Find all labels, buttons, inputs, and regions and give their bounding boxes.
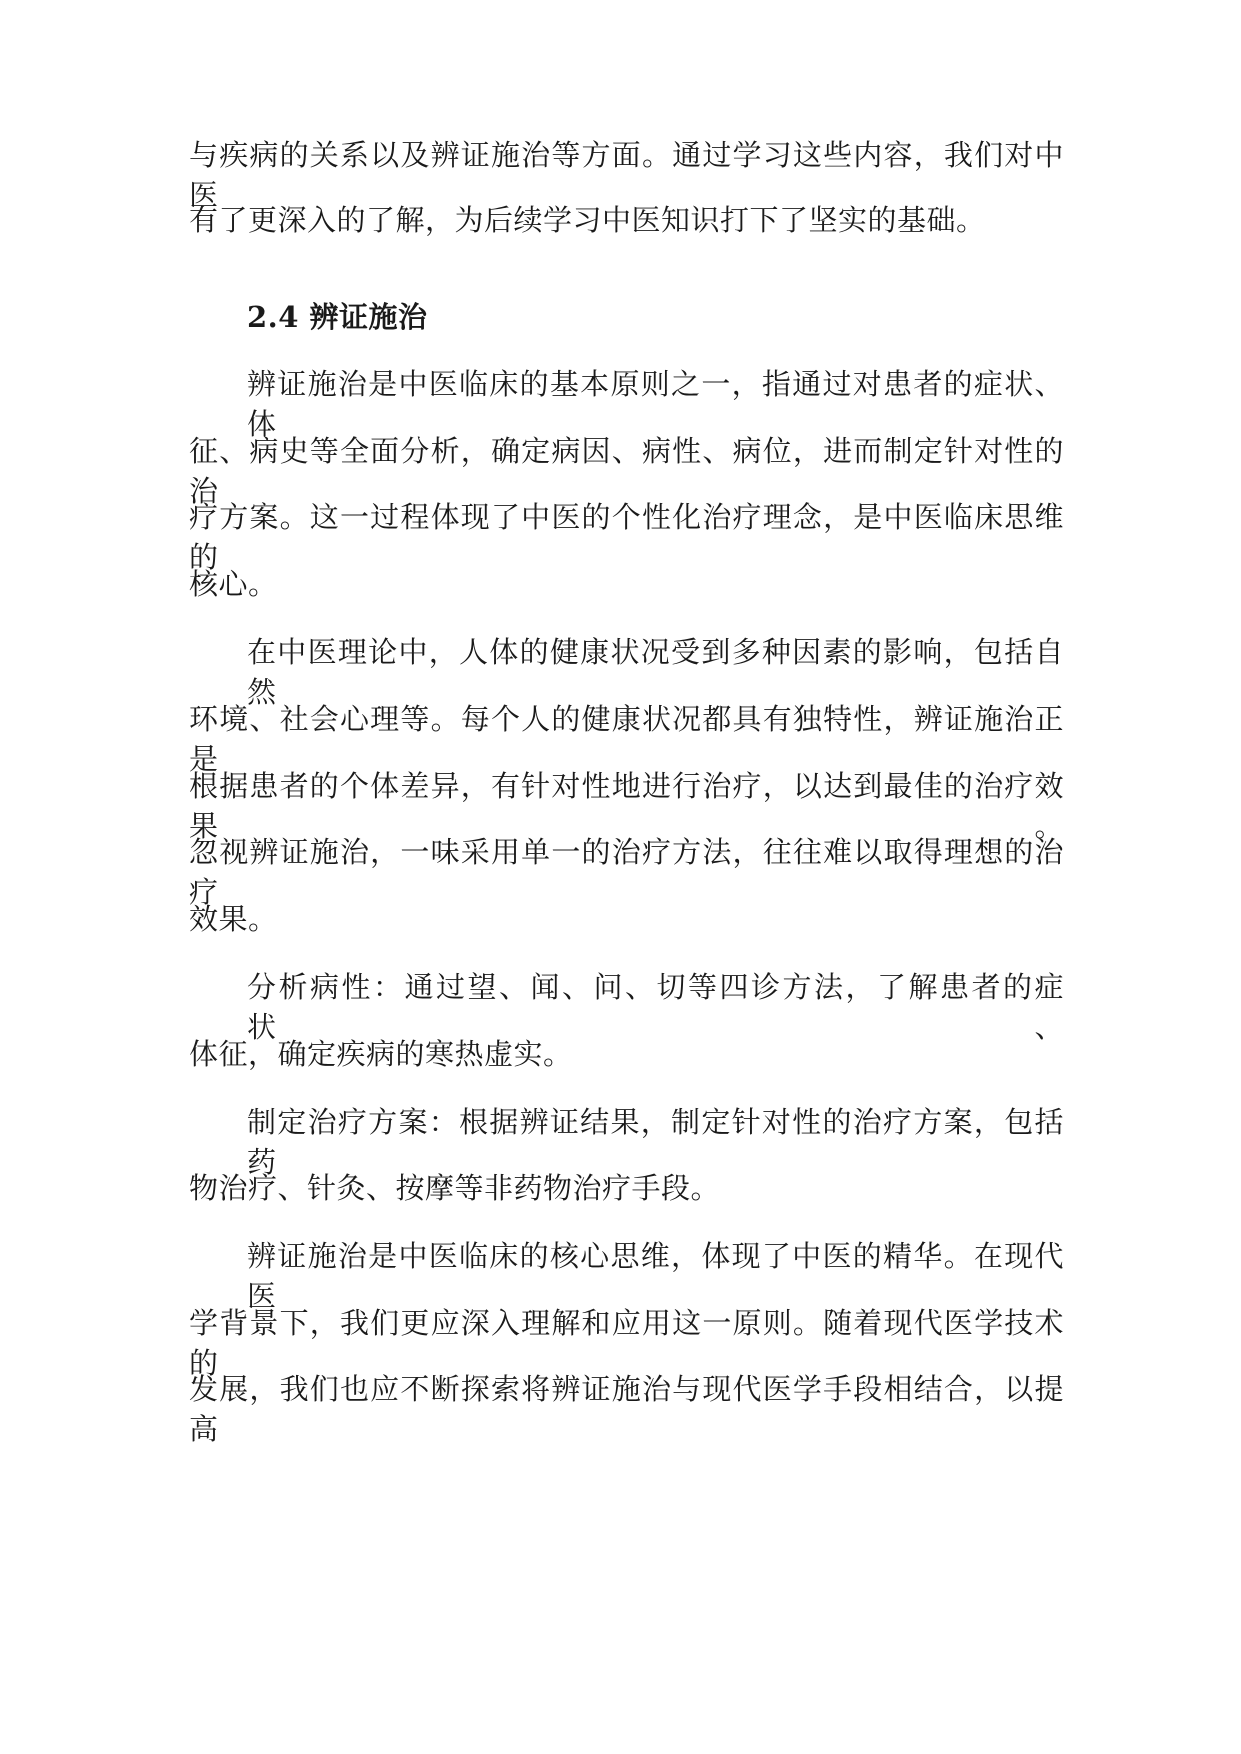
body-line: 忽视辨证施治，一味采用单一的治疗方法，往往难以取得理想的治疗 [189,835,1064,909]
body-line: 有了更深入的了解，为后续学习中医知识打下了坚实的基础。 [189,203,986,237]
body-line: 辨证施治是中医临床的基本原则之一，指通过对患者的症状、体 [247,367,1064,441]
body-line: 环境、社会心理等。每个人的健康状况都具有独特性，辨证施治正是 [189,702,1064,776]
body-line: 根据患者的个体差异，有针对性地进行治疗，以达到最佳的治疗效果。 [189,769,1064,843]
body-line: 学背景下，我们更应深入理解和应用这一原则。随着现代医学技术的 [189,1306,1064,1380]
body-line: 征、病史等全面分析，确定病因、病性、病位，进而制定针对性的治 [189,434,1064,508]
body-line: 在中医理论中，人体的健康状况受到多种因素的影响，包括自然 [247,635,1064,709]
body-line: 发展，我们也应不断探索将辨证施治与现代医学手段相结合，以提高 [189,1372,1064,1446]
body-line: 核心。 [189,567,278,601]
body-line: 分析病性：通过望、闻、问、切等四诊方法，了解患者的症状、 [247,970,1064,1044]
body-line: 效果。 [189,902,278,936]
body-line: 与疾病的关系以及辨证施治等方面。通过学习这些内容，我们对中医 [189,138,1064,212]
body-line: 辨证施治是中医临床的核心思维，体现了中医的精华。在现代医 [247,1239,1064,1313]
body-line: 体征，确定疾病的寒热虚实。 [189,1037,573,1071]
body-line: 疗方案。这一过程体现了中医的个性化治疗理念，是中医临床思维的 [189,500,1064,574]
body-line: 物治疗、针灸、按摩等非药物治疗手段。 [189,1171,721,1205]
body-line: 制定治疗方案：根据辨证结果，制定针对性的治疗方案，包括药 [247,1105,1064,1179]
section-heading: 2.4 辨证施治 [247,300,428,334]
